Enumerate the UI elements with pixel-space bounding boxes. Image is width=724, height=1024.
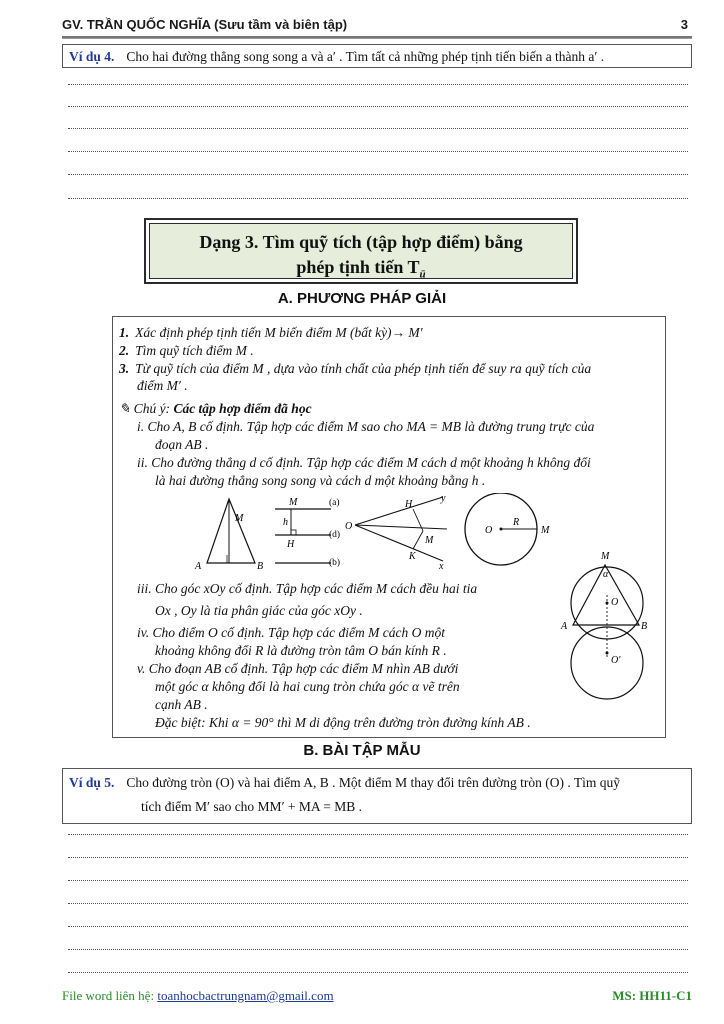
label: M (235, 513, 244, 524)
svg-text:A: A (195, 561, 202, 572)
example-4-label: Ví dụ 4. (69, 49, 115, 64)
svg-text:O: O (345, 521, 353, 532)
note-item-i-cont: đoạn AB . (155, 437, 209, 452)
parallel-lines-figure (275, 497, 340, 568)
answer-line (68, 174, 688, 175)
svg-text:(a): (a) (329, 498, 340, 508)
answer-line (68, 949, 688, 950)
answer-line (68, 198, 688, 199)
section-title-line1: Dạng 3. Tìm quỹ tích (tập hợp điểm) bằng (199, 232, 523, 252)
svg-text:H: H (405, 499, 413, 510)
example-5-box (62, 768, 692, 824)
svg-text:O: O (485, 525, 493, 536)
svg-text:R: R (513, 517, 520, 528)
note-item-ii: ii. Cho đường thẳng d cố định. Tập hợp các điểm M cách d một khoảng h không đổi (137, 455, 591, 470)
note-item-v: v. Cho đoạn AB cố định. Tập hợp các điểm M nhìn AB dưới (137, 661, 459, 676)
isosceles-triangle-figure (194, 499, 263, 572)
svg-text:M: M (541, 525, 550, 536)
method-note: ✎ Chú ý: Các tập hợp điểm đã học (119, 401, 312, 416)
svg-text:(d): (d) (329, 530, 341, 540)
note-item-iii: iii. Cho góc xOy cố định. Tập hợp các điểm M cách đều hai tia (137, 581, 478, 596)
svg-text:h: h (283, 517, 288, 528)
svg-text:O: O (611, 597, 619, 608)
section-title-line2: phép tịnh tiến T (296, 257, 420, 277)
svg-text:x: x (439, 561, 444, 572)
page-header (62, 14, 692, 36)
svg-text:(b): (b) (329, 558, 341, 568)
method-step-1: 1. Xác định phép tịnh tiến M biến điểm M (bất kỳ)→ M′ (119, 325, 423, 340)
svg-text:K: K (409, 551, 416, 562)
note-item-ii-cont: là hai đường thẳng song song và cách d một khoảng bằng h . (155, 473, 486, 488)
answer-line (68, 972, 688, 973)
note-item-iv: iv. Cho điểm O cố định. Tập hợp các điểm M cách O một (137, 625, 446, 640)
footer-code: MS: HH11-C1 (612, 988, 692, 1003)
svg-text:A: A (561, 621, 568, 632)
answer-line (68, 834, 688, 835)
example-5-line2: tích điểm M′ sao cho MM′ + MA = MB . (141, 799, 363, 814)
note-special: Đặc biệt: Khi α = 90° thì M di động trên đường tròn đường kính AB . (155, 715, 531, 730)
svg-text:M: M (289, 497, 298, 508)
example-4-box (62, 44, 692, 68)
svg-text:B: B (641, 621, 648, 632)
method-step-3-cont: điểm M′ . (137, 378, 188, 393)
answer-line (68, 857, 688, 858)
svg-text:α: α (603, 569, 609, 580)
author-label: GV. TRẦN QUỐC NGHĨA (Sưu tầm và biên tập) (62, 17, 348, 32)
example-5-label: Ví dụ 5. (69, 775, 115, 790)
example-4-text: Cho hai đường thẳng song song a và a′ . Tìm tất cả những phép tịnh tiến biến a thành a′ . (126, 49, 605, 64)
angle-bisector-figure (345, 493, 447, 572)
header-divider (62, 36, 692, 39)
answer-line (68, 128, 688, 129)
svg-text:O': O' (611, 655, 621, 666)
answer-line (68, 84, 688, 85)
method-heading: A. PHƯƠNG PHÁP GIẢI (277, 290, 447, 307)
circle-figure (465, 493, 550, 565)
note-item-v-cont: một góc α không đổi là hai cung tròn chứa góc α vẽ trên (155, 679, 460, 694)
svg-text:y: y (441, 493, 446, 504)
footer-contact-label: File word liên hệ: (62, 988, 158, 1003)
answer-line (68, 151, 688, 152)
answer-line (68, 880, 688, 881)
sample-heading: B. BÀI TẬP MẪU (303, 742, 421, 759)
example-5-line1: Cho đường tròn (O) và hai điểm A, B . Một điểm M thay đổi trên đường tròn (O) . Tìm quỹ (126, 775, 621, 790)
page-footer (62, 988, 692, 1004)
arcs-figure (553, 545, 661, 705)
answer-line (68, 903, 688, 904)
method-step-3: 3. Từ quỹ tích của điểm M , dựa vào tính chất của phép tịnh tiến để suy ra quỹ tích của (119, 361, 592, 376)
note-item-iii-cont: Ox , Oy là tia phân giác của góc xOy . (155, 603, 363, 618)
section-banner (144, 218, 578, 284)
svg-text:B: B (257, 561, 264, 572)
answer-line (68, 926, 688, 927)
svg-text:M: M (601, 551, 610, 562)
note-item-v-cont2: cạnh AB . (155, 697, 208, 712)
page-number: 3 (680, 17, 688, 32)
method-step-2: 2. Tìm quỹ tích điểm M . (119, 343, 254, 358)
svg-text:H: H (287, 539, 295, 550)
method-box (112, 316, 666, 738)
svg-text:M: M (425, 535, 434, 546)
note-item-i: i. Cho A, B cố định. Tập hợp các điểm M sao cho MA = MB là đường trung trực của (137, 419, 595, 434)
note-item-iv-cont: khoảng không đổi R là đường tròn tâm O bán kính R . (155, 643, 447, 658)
footer-email-link[interactable]: toanhocbactrungnam@gmail.com (157, 988, 334, 1003)
section-title (149, 223, 573, 279)
section-title-sub: ū (419, 268, 426, 281)
answer-line (68, 106, 688, 107)
